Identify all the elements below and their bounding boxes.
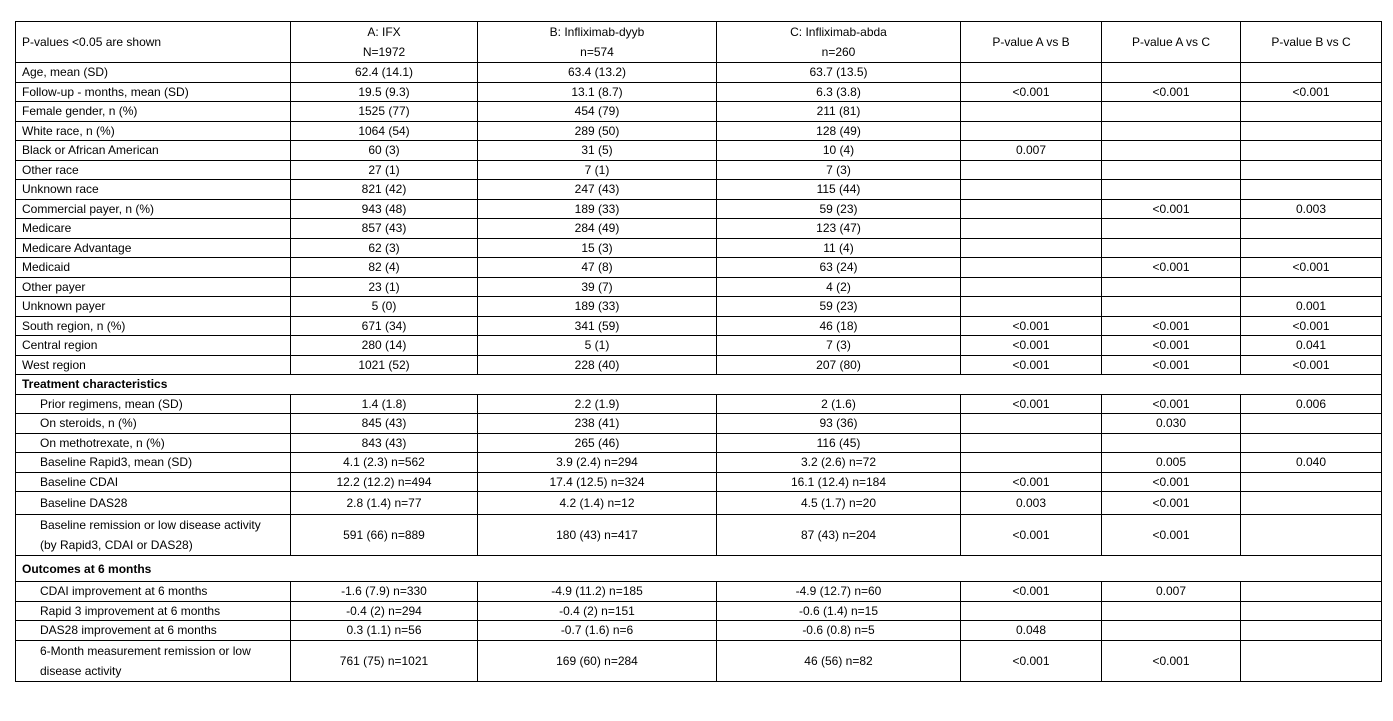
value-a: 2.8 (1.4) n=77 xyxy=(291,492,478,515)
p-value-bc xyxy=(1241,515,1382,556)
value-c: 123 (47) xyxy=(717,219,961,239)
value-b: 247 (43) xyxy=(478,180,717,200)
table-row xyxy=(16,238,1382,258)
value-b: 169 (60) n=284 xyxy=(478,640,717,681)
p-value-bc xyxy=(1241,601,1382,621)
p-value-bc xyxy=(1241,582,1382,602)
p-value-ac: <0.001 xyxy=(1102,82,1241,102)
value-a: 845 (43) xyxy=(291,414,478,434)
row-label: On methotrexate, n (%) xyxy=(16,433,291,453)
value-c: 11 (4) xyxy=(717,238,961,258)
value-b: 238 (41) xyxy=(478,414,717,434)
p-value-ac: 0.007 xyxy=(1102,582,1241,602)
table-row xyxy=(16,414,1382,434)
value-a: 1525 (77) xyxy=(291,102,478,122)
row-label: DAS28 improvement at 6 months xyxy=(16,621,291,641)
table-row xyxy=(16,582,1382,602)
p-value-ab xyxy=(961,601,1102,621)
section-header-row xyxy=(16,556,1382,582)
value-a: 62 (3) xyxy=(291,238,478,258)
p-value-ac xyxy=(1102,102,1241,122)
p-value-ac xyxy=(1102,141,1241,161)
row-label: Central region xyxy=(16,336,291,356)
p-value-ac: <0.001 xyxy=(1102,258,1241,278)
value-c: 4 (2) xyxy=(717,277,961,297)
p-value-ac: <0.001 xyxy=(1102,640,1241,681)
value-c: -0.6 (1.4) n=15 xyxy=(717,601,961,621)
value-c: 4.5 (1.7) n=20 xyxy=(717,492,961,515)
p-value-ac: <0.001 xyxy=(1102,316,1241,336)
p-value-bc xyxy=(1241,141,1382,161)
row-label: Age, mean (SD) xyxy=(16,63,291,83)
table-row xyxy=(16,640,1382,681)
row-label: Other race xyxy=(16,160,291,180)
value-b: 31 (5) xyxy=(478,141,717,161)
value-c: 116 (45) xyxy=(717,433,961,453)
value-c: 63 (24) xyxy=(717,258,961,278)
value-c: 6.3 (3.8) xyxy=(717,82,961,102)
p-value-ab xyxy=(961,180,1102,200)
value-a: 62.4 (14.1) xyxy=(291,63,478,83)
p-value-bc xyxy=(1241,472,1382,492)
value-b: 180 (43) n=417 xyxy=(478,515,717,556)
row-label: Female gender, n (%) xyxy=(16,102,291,122)
value-c: 3.2 (2.6) n=72 xyxy=(717,453,961,473)
p-value-bc: 0.001 xyxy=(1241,297,1382,317)
value-b: 2.2 (1.9) xyxy=(478,394,717,414)
value-b: 17.4 (12.5) n=324 xyxy=(478,472,717,492)
p-value-bc xyxy=(1241,433,1382,453)
value-c: 207 (80) xyxy=(717,355,961,375)
results-table xyxy=(15,21,1382,682)
p-value-ab: 0.003 xyxy=(961,492,1102,515)
value-c: -4.9 (12.7) n=60 xyxy=(717,582,961,602)
value-c: 115 (44) xyxy=(717,180,961,200)
p-value-ac xyxy=(1102,63,1241,83)
value-b: 4.2 (1.4) n=12 xyxy=(478,492,717,515)
table-row xyxy=(16,601,1382,621)
value-a: 280 (14) xyxy=(291,336,478,356)
p-value-bc xyxy=(1241,180,1382,200)
table-row xyxy=(16,336,1382,356)
p-value-ab: <0.001 xyxy=(961,582,1102,602)
p-value-ac: <0.001 xyxy=(1102,394,1241,414)
p-value-ab xyxy=(961,63,1102,83)
table-row xyxy=(16,316,1382,336)
p-value-ac xyxy=(1102,297,1241,317)
p-value-ac: <0.001 xyxy=(1102,515,1241,556)
value-a: -1.6 (7.9) n=330 xyxy=(291,582,478,602)
value-c: 59 (23) xyxy=(717,199,961,219)
value-a: 0.3 (1.1) n=56 xyxy=(291,621,478,641)
p-value-bc xyxy=(1241,277,1382,297)
p-value-ab xyxy=(961,238,1102,258)
value-a: 857 (43) xyxy=(291,219,478,239)
value-c: -0.6 (0.8) n=5 xyxy=(717,621,961,641)
value-a: 23 (1) xyxy=(291,277,478,297)
value-c: 10 (4) xyxy=(717,141,961,161)
table-row xyxy=(16,355,1382,375)
header-note: P-values <0.05 are shown xyxy=(16,22,291,63)
p-value-ac xyxy=(1102,121,1241,141)
p-value-ab: <0.001 xyxy=(961,394,1102,414)
p-value-bc xyxy=(1241,121,1382,141)
value-b: 341 (59) xyxy=(478,316,717,336)
value-b: 265 (46) xyxy=(478,433,717,453)
p-value-ab xyxy=(961,453,1102,473)
p-value-bc xyxy=(1241,238,1382,258)
table-row xyxy=(16,258,1382,278)
value-c: 87 (43) n=204 xyxy=(717,515,961,556)
table-row xyxy=(16,199,1382,219)
value-a: 27 (1) xyxy=(291,160,478,180)
row-label: CDAI improvement at 6 months xyxy=(16,582,291,602)
value-c: 16.1 (12.4) n=184 xyxy=(717,472,961,492)
p-value-ab xyxy=(961,433,1102,453)
value-a: 943 (48) xyxy=(291,199,478,219)
value-a: 671 (34) xyxy=(291,316,478,336)
table-row xyxy=(16,492,1382,515)
value-a: 1021 (52) xyxy=(291,355,478,375)
header-col-c: C: Infliximab-abda n=260 xyxy=(717,22,961,63)
value-b: 454 (79) xyxy=(478,102,717,122)
table-row xyxy=(16,453,1382,473)
p-value-bc xyxy=(1241,414,1382,434)
p-value-ac: <0.001 xyxy=(1102,355,1241,375)
row-label: Rapid 3 improvement at 6 months xyxy=(16,601,291,621)
p-value-ac xyxy=(1102,219,1241,239)
value-c: 46 (56) n=82 xyxy=(717,640,961,681)
value-b: 39 (7) xyxy=(478,277,717,297)
table-row xyxy=(16,102,1382,122)
value-b: 15 (3) xyxy=(478,238,717,258)
table-row xyxy=(16,63,1382,83)
value-b: 189 (33) xyxy=(478,199,717,219)
row-label: Commercial payer, n (%) xyxy=(16,199,291,219)
value-a: 761 (75) n=1021 xyxy=(291,640,478,681)
value-c: 63.7 (13.5) xyxy=(717,63,961,83)
row-label: Baseline Rapid3, mean (SD) xyxy=(16,453,291,473)
row-label: Medicaid xyxy=(16,258,291,278)
header-p-ab: P-value A vs B xyxy=(961,22,1102,63)
p-value-bc xyxy=(1241,160,1382,180)
p-value-ac xyxy=(1102,433,1241,453)
value-a: 843 (43) xyxy=(291,433,478,453)
table-row xyxy=(16,394,1382,414)
p-value-bc xyxy=(1241,219,1382,239)
value-c: 93 (36) xyxy=(717,414,961,434)
value-c: 7 (3) xyxy=(717,336,961,356)
value-a: 60 (3) xyxy=(291,141,478,161)
p-value-ab xyxy=(961,297,1102,317)
p-value-bc: 0.003 xyxy=(1241,199,1382,219)
value-a: 19.5 (9.3) xyxy=(291,82,478,102)
value-c: 46 (18) xyxy=(717,316,961,336)
p-value-ab xyxy=(961,121,1102,141)
value-b: 289 (50) xyxy=(478,121,717,141)
value-b: 228 (40) xyxy=(478,355,717,375)
row-label: Medicare Advantage xyxy=(16,238,291,258)
p-value-ab xyxy=(961,258,1102,278)
p-value-bc: 0.041 xyxy=(1241,336,1382,356)
value-a: 1064 (54) xyxy=(291,121,478,141)
value-c: 59 (23) xyxy=(717,297,961,317)
row-label: Baseline remission or low disease activity (by Rapid3, CDAI or DAS28) xyxy=(16,515,291,556)
value-a: 4.1 (2.3) n=562 xyxy=(291,453,478,473)
p-value-bc: 0.040 xyxy=(1241,453,1382,473)
p-value-ac xyxy=(1102,277,1241,297)
table-row xyxy=(16,433,1382,453)
section-header-row xyxy=(16,375,1382,395)
p-value-ac: <0.001 xyxy=(1102,492,1241,515)
section-title: Outcomes at 6 months xyxy=(16,556,1382,582)
p-value-ab: <0.001 xyxy=(961,316,1102,336)
table-row xyxy=(16,297,1382,317)
p-value-bc: <0.001 xyxy=(1241,258,1382,278)
row-label: Black or African American xyxy=(16,141,291,161)
p-value-ab xyxy=(961,102,1102,122)
row-label: West region xyxy=(16,355,291,375)
value-b: -0.4 (2) n=151 xyxy=(478,601,717,621)
value-b: 3.9 (2.4) n=294 xyxy=(478,453,717,473)
table-row xyxy=(16,160,1382,180)
value-a: 12.2 (12.2) n=494 xyxy=(291,472,478,492)
value-a: 5 (0) xyxy=(291,297,478,317)
value-b: 284 (49) xyxy=(478,219,717,239)
p-value-bc xyxy=(1241,621,1382,641)
value-b: 7 (1) xyxy=(478,160,717,180)
p-value-bc: <0.001 xyxy=(1241,82,1382,102)
row-label: Baseline CDAI xyxy=(16,472,291,492)
p-value-bc: <0.001 xyxy=(1241,355,1382,375)
table-header-row xyxy=(16,22,1382,63)
row-label: On steroids, n (%) xyxy=(16,414,291,434)
p-value-ac xyxy=(1102,238,1241,258)
table-row xyxy=(16,141,1382,161)
row-label: Other payer xyxy=(16,277,291,297)
row-label: Unknown payer xyxy=(16,297,291,317)
value-b: 63.4 (13.2) xyxy=(478,63,717,83)
value-c: 211 (81) xyxy=(717,102,961,122)
row-label: Baseline DAS28 xyxy=(16,492,291,515)
p-value-bc xyxy=(1241,63,1382,83)
value-b: 47 (8) xyxy=(478,258,717,278)
p-value-ab: <0.001 xyxy=(961,640,1102,681)
p-value-ab: 0.007 xyxy=(961,141,1102,161)
p-value-ab xyxy=(961,219,1102,239)
p-value-bc xyxy=(1241,492,1382,515)
value-b: 13.1 (8.7) xyxy=(478,82,717,102)
p-value-ab: 0.048 xyxy=(961,621,1102,641)
p-value-ac: <0.001 xyxy=(1102,336,1241,356)
value-c: 7 (3) xyxy=(717,160,961,180)
table-row xyxy=(16,121,1382,141)
table-row xyxy=(16,515,1382,556)
p-value-ab xyxy=(961,277,1102,297)
value-b: -4.9 (11.2) n=185 xyxy=(478,582,717,602)
p-value-ab: <0.001 xyxy=(961,515,1102,556)
p-value-ab xyxy=(961,160,1102,180)
p-value-ac: <0.001 xyxy=(1102,472,1241,492)
table-row xyxy=(16,621,1382,641)
p-value-ac xyxy=(1102,621,1241,641)
p-value-bc: <0.001 xyxy=(1241,316,1382,336)
value-c: 2 (1.6) xyxy=(717,394,961,414)
header-p-bc: P-value B vs C xyxy=(1241,22,1382,63)
p-value-ab: <0.001 xyxy=(961,472,1102,492)
row-label: South region, n (%) xyxy=(16,316,291,336)
value-b: 189 (33) xyxy=(478,297,717,317)
p-value-ab xyxy=(961,414,1102,434)
p-value-bc xyxy=(1241,640,1382,681)
row-label: Prior regimens, mean (SD) xyxy=(16,394,291,414)
table-row xyxy=(16,82,1382,102)
p-value-ac xyxy=(1102,601,1241,621)
p-value-ac xyxy=(1102,160,1241,180)
row-label: 6-Month measurement remission or low disease activity xyxy=(16,640,291,681)
p-value-bc: 0.006 xyxy=(1241,394,1382,414)
p-value-ac xyxy=(1102,180,1241,200)
value-c: 128 (49) xyxy=(717,121,961,141)
p-value-bc xyxy=(1241,102,1382,122)
p-value-ab xyxy=(961,199,1102,219)
header-col-a: A: IFX N=1972 xyxy=(291,22,478,63)
value-a: 821 (42) xyxy=(291,180,478,200)
row-label: Unknown race xyxy=(16,180,291,200)
p-value-ac: 0.005 xyxy=(1102,453,1241,473)
p-value-ac: 0.030 xyxy=(1102,414,1241,434)
value-a: -0.4 (2) n=294 xyxy=(291,601,478,621)
p-value-ab: <0.001 xyxy=(961,336,1102,356)
p-value-ab: <0.001 xyxy=(961,82,1102,102)
row-label: Medicare xyxy=(16,219,291,239)
value-b: 5 (1) xyxy=(478,336,717,356)
row-label: Follow-up - months, mean (SD) xyxy=(16,82,291,102)
p-value-ab: <0.001 xyxy=(961,355,1102,375)
value-a: 82 (4) xyxy=(291,258,478,278)
row-label: White race, n (%) xyxy=(16,121,291,141)
value-b: -0.7 (1.6) n=6 xyxy=(478,621,717,641)
table-row xyxy=(16,219,1382,239)
table-row xyxy=(16,277,1382,297)
table-row xyxy=(16,472,1382,492)
value-a: 1.4 (1.8) xyxy=(291,394,478,414)
table-row xyxy=(16,180,1382,200)
header-col-b: B: Infliximab-dyyb n=574 xyxy=(478,22,717,63)
header-p-ac: P-value A vs C xyxy=(1102,22,1241,63)
p-value-ac: <0.001 xyxy=(1102,199,1241,219)
value-a: 591 (66) n=889 xyxy=(291,515,478,556)
section-title: Treatment characteristics xyxy=(16,375,1382,395)
